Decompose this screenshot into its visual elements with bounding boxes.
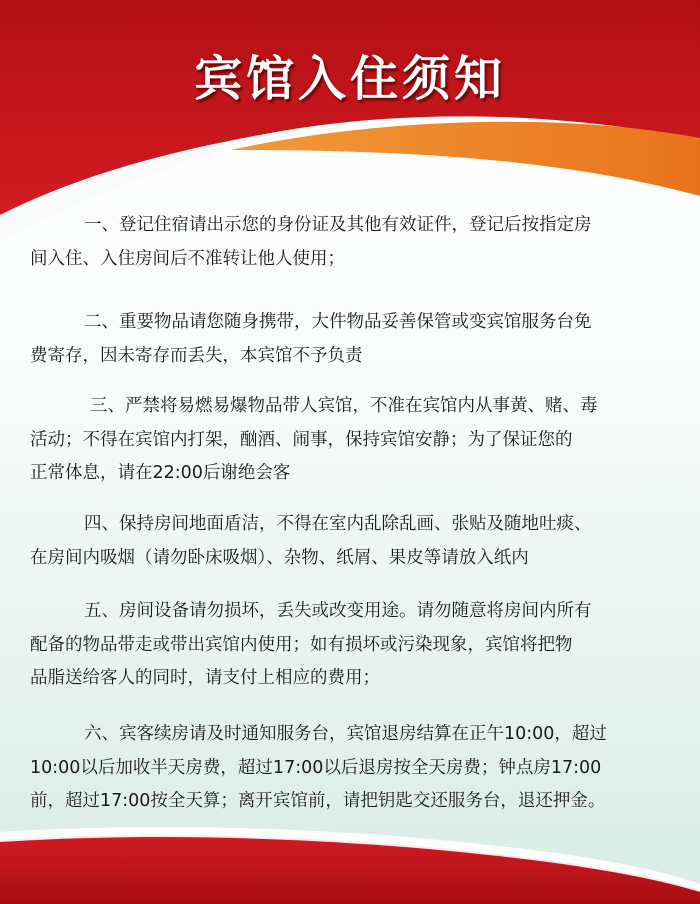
rule-line: 三、严禁将易燃易爆物品带人宾馆，不准在宾馆内从事黄、赌、毒 (90, 396, 598, 416)
rule-line: 五、房间设备请勿损坏，丢失或改变用途。请勿随意将房间内所有 (84, 601, 592, 621)
rule-line: 四、保持房间地面盾洁，不得在室内乱除乱画、张贴及随地吐痰、 (84, 514, 592, 534)
rule-line: 六、宾客续房请及时通知服务台，宾馆退房结算在正午10:00，超过 (84, 724, 607, 744)
rule-line: 二、重要物品请您随身携带，大件物品妥善保管或变宾馆服务台免 (84, 312, 592, 332)
page-title: 宾馆入住须知 (193, 51, 506, 107)
rule-line: 品脂送给客人的同时，请支付上相应的费用； (30, 668, 380, 688)
rule-line: 一、登记住宿请出示您的身份证及其他有效证件，登记后按指定房 (84, 215, 592, 235)
rule-line: 在房间内吸烟（请勿卧床吸烟）、杂物、纸屑、果皮等请放入纸内 (30, 547, 529, 568)
rule-line: 10:00以后加收半天房费，超过17:00以后退房按全天房费；钟点房17:00 (30, 757, 602, 778)
rule-item (30, 508, 690, 575)
rule-item (30, 595, 690, 696)
rule-line: 前，超过17:00按全天算；离开宾馆前，请把钥匙交还服务台，退还押金。 (30, 791, 606, 811)
rule-line: 间入住、入住房间后不准转让他人使用； (30, 248, 345, 269)
rule-item (30, 390, 690, 491)
rule-item (30, 306, 690, 373)
rule-item (30, 209, 690, 276)
rule-item (30, 718, 690, 819)
rule-line: 活动；不得在宾馆内打架，酗酒、闹事，保持宾馆安静；为了保证您的 (30, 429, 573, 450)
rule-line: 正常体息，请在22:00后谢绝会客 (30, 463, 291, 483)
rule-line: 配备的物品带走或带出宾馆内使用；如有损坏或污染现象，宾馆将把物 (30, 634, 573, 655)
rule-line: 费寄存，因未寄存而丢失，本宾馆不予负责 (30, 345, 363, 366)
